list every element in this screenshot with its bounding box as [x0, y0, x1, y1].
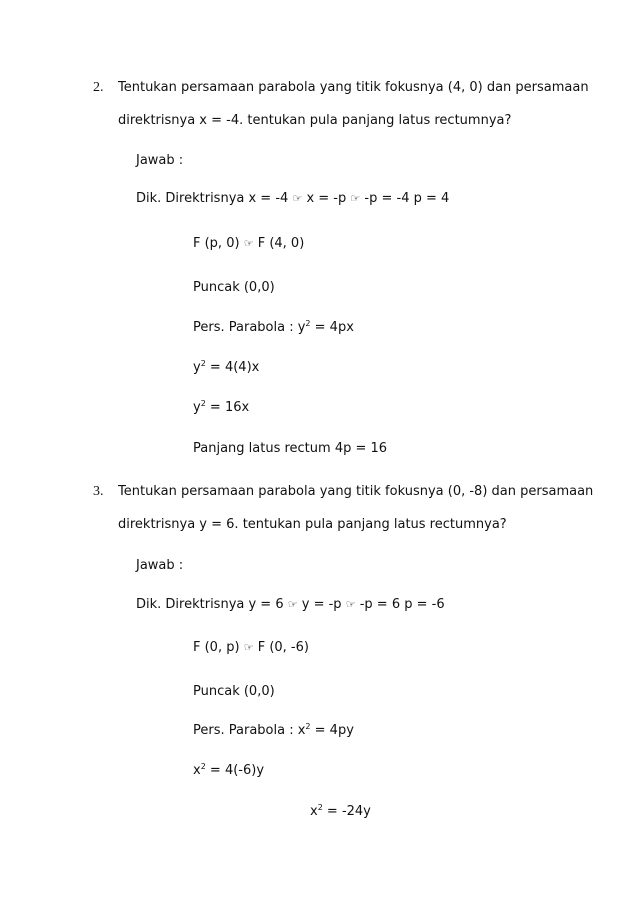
- step-rest: = 4(4)x: [205, 360, 260, 375]
- step-rest: = 16x: [205, 400, 250, 415]
- question-line: Tentukan persamaan parabola yang titik fokusnya (4, 0) dan persamaan: [118, 80, 589, 95]
- variable: x: [310, 804, 318, 819]
- step-rest: = -24y: [322, 804, 371, 819]
- given-part: Dik. Direktrisnya x = -4: [136, 191, 289, 206]
- given-line: [136, 191, 449, 207]
- variable: x: [193, 763, 201, 778]
- equation-suffix: = 4py: [310, 723, 354, 738]
- given-part: -p = -4 p = 4: [364, 191, 450, 206]
- step-rest: = 4(-6)y: [205, 763, 265, 778]
- pointing-hand-icon: ☞: [345, 598, 356, 611]
- focus-line: [193, 640, 309, 656]
- pointing-hand-icon: ☞: [350, 192, 361, 205]
- step-line: [193, 360, 259, 376]
- pointing-hand-icon: ☞: [243, 237, 254, 250]
- given-part: -p = 6 p = -6: [359, 597, 445, 612]
- equation-line: [193, 320, 354, 336]
- exponent: 2: [305, 319, 311, 328]
- exponent: 2: [305, 722, 311, 731]
- jawab-label: Jawab :: [136, 558, 184, 573]
- given-part: x = -p: [306, 191, 347, 206]
- pointing-hand-icon: ☞: [287, 598, 298, 611]
- exponent: 2: [200, 762, 206, 771]
- latus-rectum-line: Panjang latus rectum 4p = 16: [193, 441, 388, 456]
- exponent: 2: [200, 399, 206, 408]
- vertex-line: Puncak (0,0): [193, 280, 275, 295]
- problem-number: 2.: [93, 80, 104, 95]
- step-line: [193, 763, 264, 779]
- focus-part: F (0, -6): [257, 640, 309, 655]
- question-line: Tentukan persamaan parabola yang titik fokusnya (0, -8) dan persamaan: [118, 484, 594, 499]
- question-line: direktrisnya y = 6. tentukan pula panjang latus rectumnya?: [118, 517, 507, 532]
- variable: y: [193, 400, 201, 415]
- equation-prefix: Pers. Parabola : y: [193, 320, 306, 335]
- focus-part: F (p, 0): [193, 236, 240, 251]
- focus-part: F (0, p): [193, 640, 240, 655]
- given-part: y = -p: [301, 597, 342, 612]
- vertex-line: Puncak (0,0): [193, 684, 275, 699]
- step-line: [193, 400, 249, 416]
- problem-number: 3.: [93, 484, 104, 499]
- given-line: [136, 597, 445, 613]
- variable: y: [193, 360, 201, 375]
- exponent: 2: [200, 359, 206, 368]
- question-line: direktrisnya x = -4. tentukan pula panjang latus rectumnya?: [118, 113, 512, 128]
- focus-line: [193, 236, 304, 252]
- step-line: [310, 804, 371, 820]
- pointing-hand-icon: ☞: [292, 192, 303, 205]
- equation-suffix: = 4px: [310, 320, 354, 335]
- equation-prefix: Pers. Parabola : x: [193, 723, 306, 738]
- focus-part: F (4, 0): [257, 236, 305, 251]
- exponent: 2: [317, 803, 323, 812]
- jawab-label: Jawab :: [136, 153, 184, 168]
- equation-line: [193, 723, 354, 739]
- given-part: Dik. Direktrisnya y = 6: [136, 597, 284, 612]
- pointing-hand-icon: ☞: [243, 641, 254, 654]
